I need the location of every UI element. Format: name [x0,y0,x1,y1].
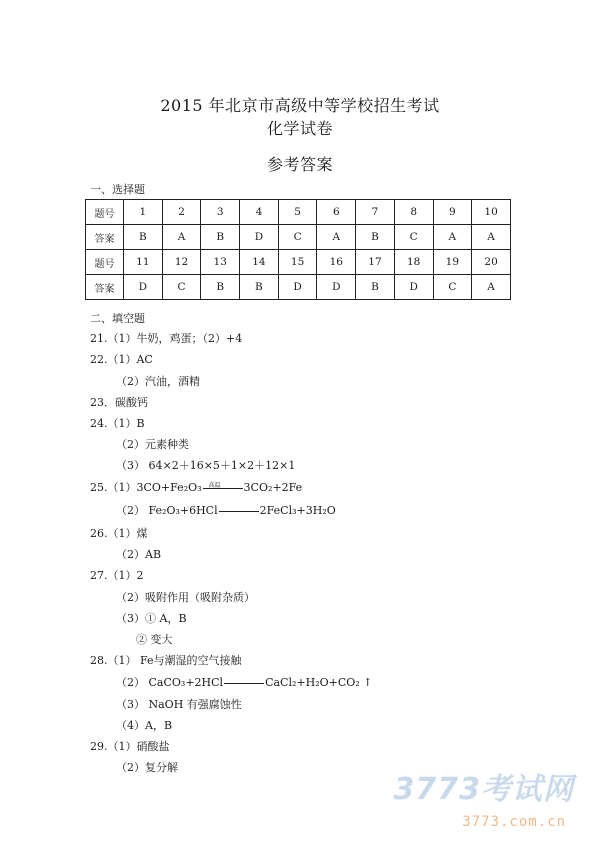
answer-cell: D [240,225,279,250]
answer-cell: A [162,225,201,250]
section-fill-title: 二、填空题 [90,312,145,325]
answer-26-1: 26.（1）煤 [90,527,148,540]
label-answer: 答案 [86,275,124,300]
label-answer: 答案 [86,225,124,250]
answer-27-1: 27.（1）2 [90,569,144,582]
table-row [86,250,511,275]
equation-products: 2FeCl₃+3H₂O [259,504,336,517]
reaction-arrow [203,481,243,489]
answer-cell: B [124,225,163,250]
question-number: 12 [162,250,201,275]
question-number: 8 [394,200,433,225]
answer-cell: D [124,275,163,300]
watermark-brand: 3773考试网 [393,772,574,807]
question-number: 10 [472,200,511,225]
question-number: 2 [162,200,201,225]
question-label: 25.（1） [90,481,137,494]
answer-24-2: （2）元素种类 [116,438,189,451]
question-number: 4 [240,200,279,225]
reaction-equals [219,511,259,512]
question-number: 19 [433,250,472,275]
question-number: 3 [201,200,240,225]
question-number: 14 [240,250,279,275]
answer-cell: C [278,225,317,250]
answer-27-2: （2）吸附作用（吸附杂质） [116,591,255,604]
answer-heading: 参考答案 [266,155,333,174]
answer-cell: D [317,275,356,300]
answer-28-3: （3） NaOH 有强腐蚀性 [116,698,242,711]
answer-cell: B [356,225,395,250]
answer-28-2 [116,674,372,690]
answer-cell: A [472,225,511,250]
answer-27-3b: ② 变大 [136,633,173,646]
answer-cell: C [394,225,433,250]
answer-cell: B [201,275,240,300]
label-question-number: 题号 [86,200,124,225]
answer-21: 21.（1）牛奶，鸡蛋；（2）+4 [90,332,243,345]
answer-24-3: （3） 64×2＋16×5＋1×2＋12×1 [116,459,296,472]
table-row [86,275,511,300]
equation-products: 3CO₂+2Fe [243,481,303,494]
question-number: 16 [317,250,356,275]
reaction-condition: 高温 [208,481,221,489]
question-number: 20 [472,250,511,275]
answer-cell: D [394,275,433,300]
question-number: 1 [124,200,163,225]
answer-28-1: 28.（1） Fe与潮湿的空气接触 [90,654,242,667]
answer-22-2: （2）汽油，酒精 [116,375,200,388]
answer-25-1 [90,479,302,495]
exam-title: 2015 年北京市高级中等学校招生考试 [160,96,440,115]
answer-23: 23．碳酸钙 [90,396,148,409]
answer-24-1: 24.（1）B [90,417,145,430]
label-question-number: 题号 [86,250,124,275]
answer-cell: A [472,275,511,300]
table-row [86,200,511,225]
equation-products: CaCl₂+H₂O+CO₂ ↑ [265,676,373,689]
answer-26-2: （2）AB [116,548,162,561]
table-row [86,225,511,250]
answer-22-1: 22.（1）AC [90,353,153,366]
question-number: 5 [278,200,317,225]
choice-answer-table [85,199,511,300]
answer-25-2 [116,502,336,518]
question-number: 15 [278,250,317,275]
equation-reactants: （2） Fe₂O₃+6HCl [116,504,218,517]
answer-27-3a: （3）① A，B [116,612,187,625]
watermark-url: 3773.com.cn [462,814,566,830]
equation-reactants: （2） CaCO₃+2HCl [116,676,224,689]
answer-cell: B [201,225,240,250]
answer-29-1: 29.（1）硝酸盐 [90,740,170,753]
answer-cell: C [433,275,472,300]
section-choice-title: 一、选择题 [90,183,145,196]
equation-reactants: 3CO+Fe₂O₃ [136,481,202,494]
answer-cell: B [240,275,279,300]
answer-29-2: （2）复分解 [116,761,178,774]
question-number: 11 [124,250,163,275]
answer-cell: A [433,225,472,250]
answer-cell: D [278,275,317,300]
question-number: 7 [356,200,395,225]
answer-cell: B [356,275,395,300]
answer-cell: A [317,225,356,250]
question-number: 6 [317,200,356,225]
question-number: 9 [433,200,472,225]
paper-subject: 化学试卷 [266,119,333,138]
answer-28-4: （4）A，B [116,719,173,732]
question-number: 17 [356,250,395,275]
reaction-equals [224,683,264,684]
question-number: 18 [394,250,433,275]
answer-cell: C [162,275,201,300]
question-number: 13 [201,250,240,275]
